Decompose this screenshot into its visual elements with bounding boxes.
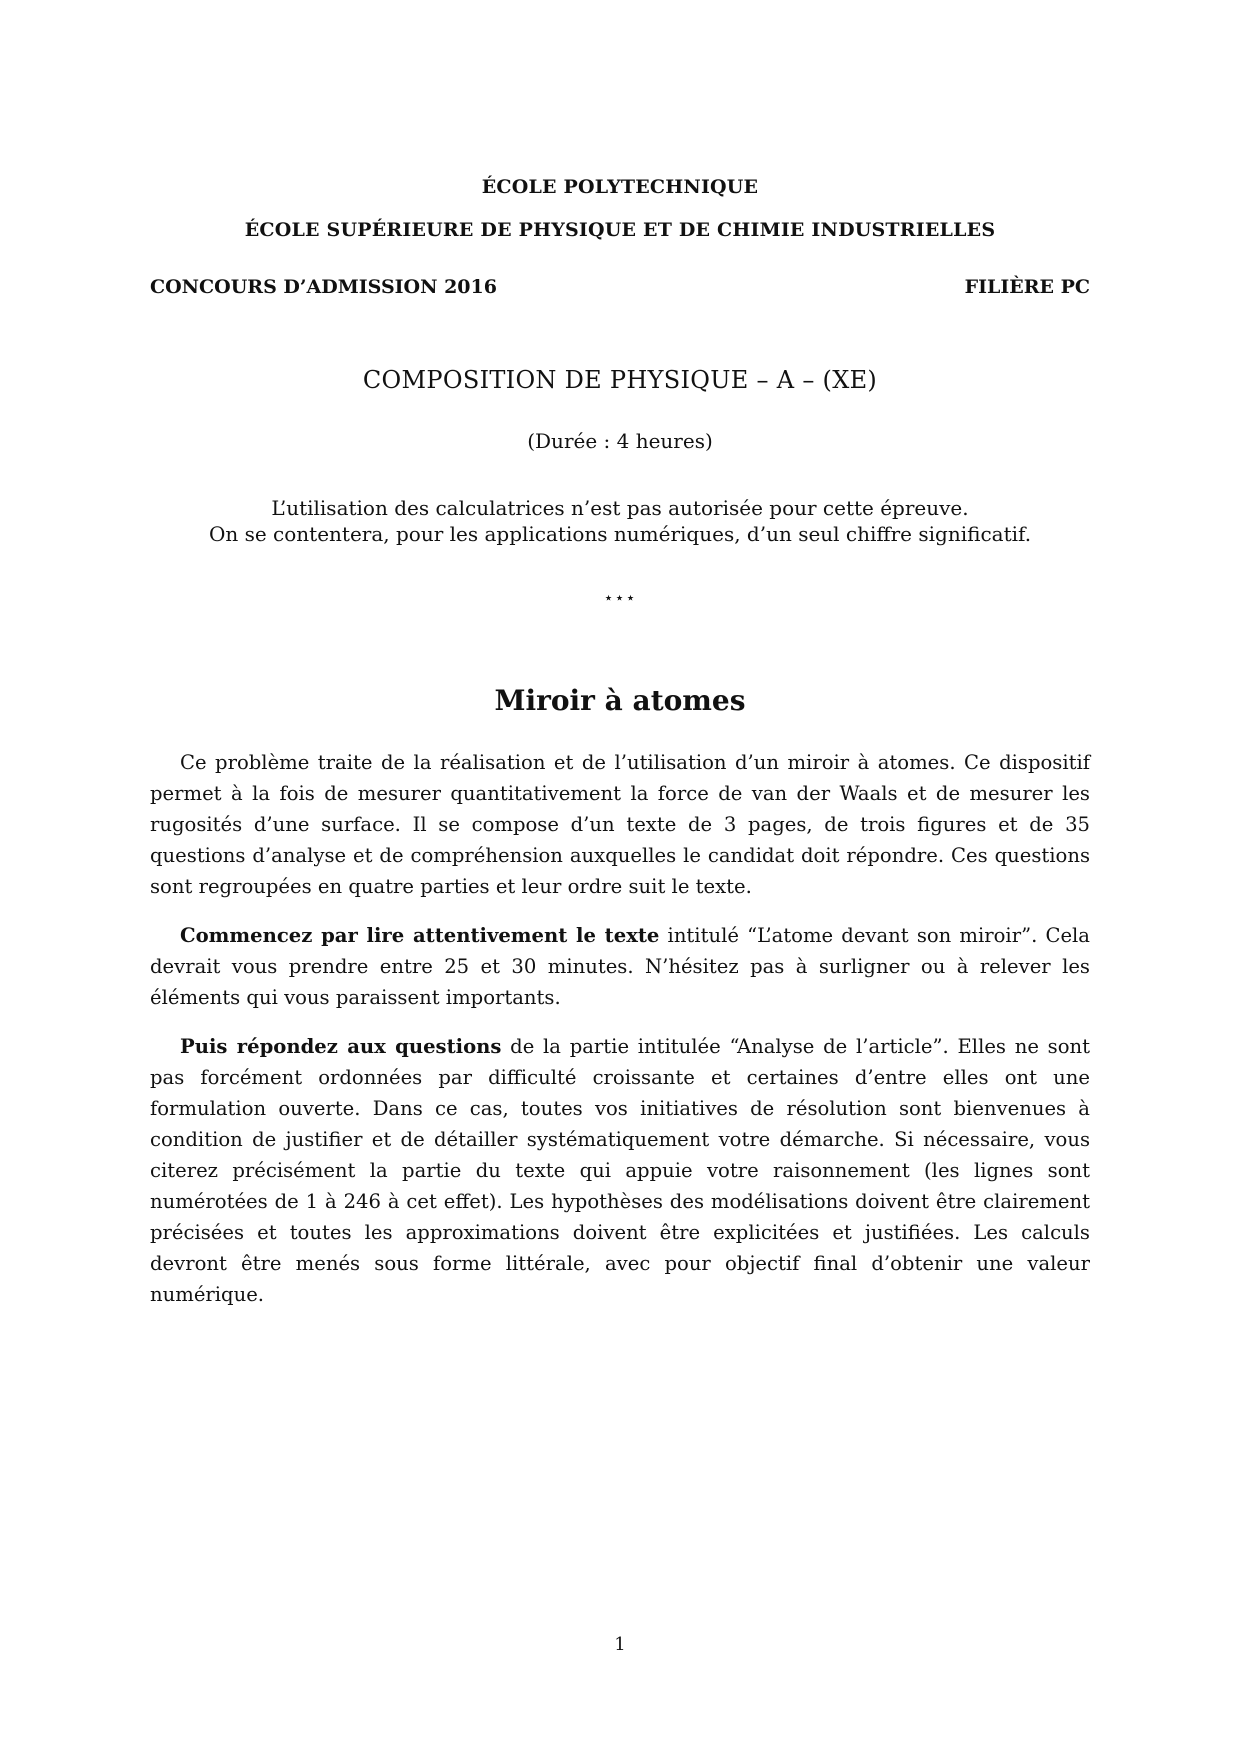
school-name-polytechnique: ÉCOLE POLYTECHNIQUE <box>481 176 759 198</box>
track-label: FILIÈRE PC <box>964 276 1090 298</box>
reading-instruction-text: intitulé “L’atome devant son miroir”. Cela devrait vous prendre entre 25 et 30 minutes. N’hésitez pas à surligner ou à relever les éléments qui vous paraissent importants. <box>150 924 1090 1009</box>
reading-instruction-bold: Commencez par lire attentivement le texte <box>180 924 660 947</box>
page-number: 1 <box>614 1634 626 1655</box>
separator-stars: ⋆⋆⋆ <box>603 588 637 607</box>
answer-instruction-bold: Puis répondez aux questions <box>180 1035 502 1058</box>
reading-instruction-paragraph <box>150 920 1090 1013</box>
contest-label: CONCOURS D’ADMISSION 2016 <box>150 276 497 298</box>
answer-instruction-paragraph <box>150 1031 1090 1310</box>
school-name-espci: ÉCOLE SUPÉRIEURE DE PHYSIQUE ET DE CHIMIE INDUSTRIELLES <box>244 219 996 241</box>
intro-paragraph: Ce problème traite de la réalisation et de l’utilisation d’un miroir à atomes. Ce dispositif permet à la fois de mesurer quantitativement la force de van der Waals et de mesurer les rugosités d’une surface. Il se compose d’un texte de 3 pages, de trois figures et de 35 questions d’analyse et de compréhension auxquelles le candidat doit répondre. Ces questions sont regroupées en quatre parties et leur ordre suit le texte. <box>150 751 1090 898</box>
answer-instruction-text: de la partie intitulée “Analyse de l’article”. Elles ne sont pas forcément ordonnées par difficulté croissante et certaines d’entre elles ont une formulation ouverte. Dans ce cas, toutes vos initiatives de résolution sont bienvenues à condition de justifier et de détailler systématiquement votre démarche. Si nécessaire, vous citerez précisément la partie du texte qui appuie votre raisonnement (les lignes sont numérotées de 1 à 246 à cet effet). Les hypothèses des modélisations doivent être clairement précisées et toutes les approximations doivent être explicitées et justifiées. Les calculs devront être menés sous forme littérale, avec pour objectif final d’obtenir une valeur numérique. <box>150 1035 1090 1306</box>
exam-title: COMPOSITION DE PHYSIQUE – A – (XE) <box>362 366 878 394</box>
significant-figure-rule: On se contentera, pour les applications numériques, d’un seul chiffre significatif. <box>208 522 1032 546</box>
problem-title: Miroir à atomes <box>494 684 746 717</box>
exam-duration: (Durée : 4 heures) <box>527 429 713 453</box>
calculator-rule: L’utilisation des calculatrices n’est pas autorisée pour cette épreuve. <box>271 496 969 520</box>
